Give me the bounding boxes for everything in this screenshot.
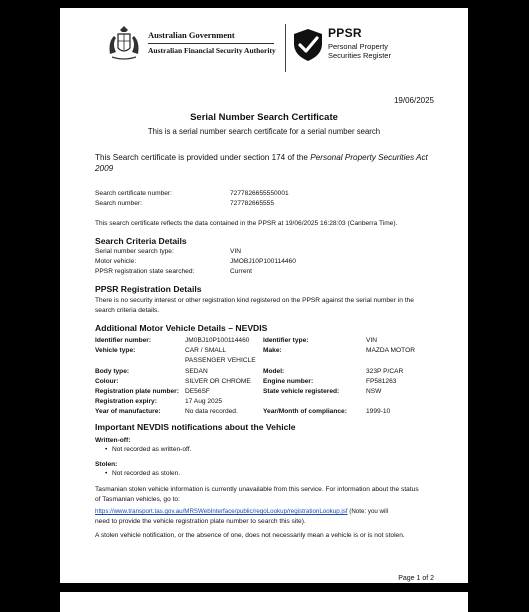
certificate-date: 19/06/2025 bbox=[393, 96, 434, 105]
stolen-label: Stolen: bbox=[95, 461, 118, 468]
search-number-label: Search number: bbox=[95, 200, 142, 207]
header-divider bbox=[285, 24, 286, 72]
vehicle-type-label: Vehicle type: bbox=[95, 347, 136, 354]
vehicle-type-value-1: CAR / SMALL bbox=[185, 347, 227, 354]
tasmania-note-2: need to provide the vehicle registration plate number to search this site). bbox=[95, 518, 306, 525]
state-searched-value: Current bbox=[230, 268, 252, 275]
engine-label: Engine number: bbox=[263, 378, 314, 385]
ppsr-shield-icon bbox=[292, 28, 324, 62]
colour-value: SILVER OR CHROME bbox=[185, 378, 251, 385]
reflects-statement: This search certificate reflects the data contained in the PPSR at 19/06/2025 16:28:03 (Canberra Time). bbox=[95, 220, 398, 227]
written-off-label: Written-off: bbox=[95, 437, 131, 444]
motor-vehicle-value: JMOBJ10P100114460 bbox=[230, 258, 296, 265]
certificate-subtitle: This is a serial number search certificate for a serial number search bbox=[147, 127, 381, 136]
motor-vehicle-label: Motor vehicle: bbox=[95, 258, 137, 265]
registration-heading: PPSR Registration Details bbox=[95, 284, 202, 294]
plate-label: Registration plate number: bbox=[95, 388, 179, 395]
body-type-label: Body type: bbox=[95, 368, 130, 375]
gov-divider bbox=[148, 43, 274, 44]
search-type-value: VIN bbox=[230, 248, 241, 255]
engine-value: FP581263 bbox=[366, 378, 397, 385]
vehicle-type-value-2: PASSENGER VEHICLE bbox=[185, 357, 256, 364]
body-type-value: SEDAN bbox=[185, 368, 208, 375]
compliance-label: Year/Month of compliance: bbox=[263, 408, 347, 415]
tasmania-text-1: Tasmanian stolen vehicle information is currently unavailable from this service. For information about the status bbox=[95, 486, 419, 493]
written-off-value: • Not recorded as written-off. bbox=[112, 446, 191, 453]
stolen-notice: A stolen vehicle notification, or the absence of one, does not necessarily mean a vehicle is or is not stolen. bbox=[95, 532, 405, 539]
year-label: Year of manufacture: bbox=[95, 408, 161, 415]
ppsr-subtitle-2: Securities Register bbox=[328, 51, 391, 60]
tasmania-link-line bbox=[95, 508, 388, 517]
identifier-value: JM0BJ10P100114460 bbox=[185, 337, 250, 344]
provided-prefix: This Search certificate is provided under section 174 of the bbox=[95, 153, 311, 162]
state-registered-label: State vehicle registered: bbox=[263, 388, 340, 395]
page-number: Page 1 of 2 bbox=[398, 575, 434, 582]
search-number-value: 727782665555 bbox=[230, 200, 275, 207]
cert-number-label: Search certificate number: bbox=[95, 190, 172, 197]
search-type-label: Serial number search type: bbox=[95, 248, 174, 255]
make-value: MAZDA MOTOR bbox=[366, 347, 415, 354]
tasmania-lookup-link[interactable]: https://www.transport.tas.gov.au/MRSWebInterface/public/regoLookup/registrationLookup.jsf bbox=[95, 508, 348, 515]
make-label: Make: bbox=[263, 347, 282, 354]
ppsr-subtitle-1: Personal Property bbox=[328, 42, 389, 51]
identifier-type-label: Identifier type: bbox=[263, 337, 309, 344]
certificate-page bbox=[60, 8, 468, 583]
coat-of-arms-icon bbox=[104, 24, 144, 64]
gov-name: Australian Government bbox=[148, 30, 235, 40]
page-header bbox=[104, 24, 454, 74]
compliance-value: 1999-10 bbox=[366, 408, 391, 415]
plate-value: DE56SF bbox=[185, 388, 210, 395]
model-label: Model: bbox=[263, 368, 285, 375]
cert-number-value: 7277826655550001 bbox=[230, 190, 289, 197]
tasmania-note-1: (Note: you will bbox=[347, 508, 389, 515]
act-name: Personal Property Securities Act 2009 bbox=[95, 153, 428, 173]
registration-text-1: There is no security interest or other registration kind registered on the PPSR against the serial number in the bbox=[95, 297, 414, 304]
expiry-label: Registration expiry: bbox=[95, 398, 157, 405]
identifier-type-value: VIN bbox=[366, 337, 377, 344]
next-page-edge bbox=[60, 592, 468, 612]
stolen-value: • Not recorded as stolen. bbox=[112, 470, 180, 477]
certificate-title: Serial Number Search Certificate bbox=[190, 112, 338, 123]
notifications-heading: Important NEVDIS notifications about the Vehicle bbox=[95, 422, 296, 432]
state-searched-label: PPSR registration state searched: bbox=[95, 268, 195, 275]
nevdis-heading: Additional Motor Vehicle Details – NEVDIS bbox=[95, 323, 268, 333]
expiry-value: 17 Aug 2025 bbox=[185, 398, 223, 405]
year-value: No data recorded. bbox=[185, 408, 238, 415]
identifier-label: Identifier number: bbox=[95, 337, 152, 344]
colour-label: Colour: bbox=[95, 378, 119, 385]
tasmania-text-2: of Tasmanian vehicles, go to: bbox=[95, 496, 180, 503]
agency-name: Australian Financial Security Authority bbox=[148, 46, 276, 55]
registration-text-2: search criteria details. bbox=[95, 307, 160, 314]
model-value: 323P P/CAR bbox=[366, 368, 404, 375]
state-registered-value: NSW bbox=[366, 388, 382, 395]
ppsr-logo-text: PPSR bbox=[328, 26, 362, 40]
provided-statement bbox=[95, 153, 436, 174]
search-criteria-heading: Search Criteria Details bbox=[95, 236, 187, 246]
